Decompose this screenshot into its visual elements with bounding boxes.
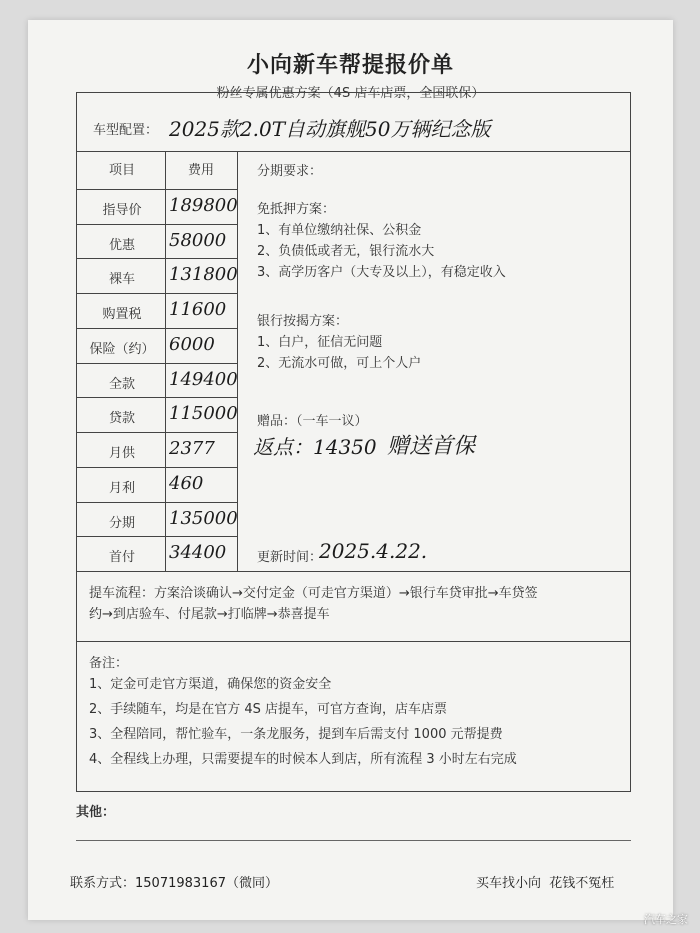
page-title: 小向新车帮提报价单: [246, 53, 454, 78]
table-row-value: 189800: [169, 195, 238, 216]
table-row-label: 月利: [108, 480, 135, 496]
contact-info: 联系方式：15071983167（微同）: [70, 876, 278, 891]
table-row-value: 2377: [169, 438, 215, 460]
gift-insurance: 赠送首保: [387, 434, 476, 459]
notes-title: 备注：: [89, 656, 129, 671]
table-row-label: 裸车: [108, 272, 135, 288]
watermark: 汽车之家: [644, 913, 688, 926]
note-item: 4、全程线上办理，只需要提车的时候本人到店，所有流程 3 小时左右完成: [89, 752, 517, 767]
table-row-value: 115000: [169, 403, 238, 425]
update-value: 2025.4.22.: [319, 539, 428, 563]
slogan: 买车找小向 花钱不冤枉: [476, 876, 615, 891]
no-collateral-item: 1、有单位缴纳社保、公积金: [257, 223, 422, 238]
no-collateral-item: 3、高学历客户（大专及以上），有稳定收入: [257, 265, 506, 280]
table-row-value: 131800: [169, 264, 238, 286]
car-config-label: 车型配置：: [93, 123, 159, 138]
other-label: 其他：: [76, 805, 116, 820]
table-row-label: 购置税: [102, 307, 142, 323]
table-header-item: 项目: [108, 163, 135, 178]
table-header-fee: 费用: [187, 163, 214, 178]
update-label: 更新时间：: [257, 550, 323, 565]
no-collateral-title: 免抵押方案：: [257, 202, 336, 217]
table-row-label: 优惠: [108, 237, 135, 253]
table-row-label: 月供: [108, 446, 135, 462]
table-row-label: 全款: [108, 376, 135, 392]
bank-item: 2、无流水可做，可上个人户: [257, 356, 422, 371]
table-row-value: 135000: [169, 507, 238, 529]
process-line-1: 提车流程：方案洽谈确认→交付定金（可走官方渠道）→银行车贷审批→车贷签: [89, 586, 538, 601]
table-row-label: 指导价: [102, 203, 142, 218]
installment-title: 分期要求：: [257, 164, 323, 179]
page-subtitle: 粉丝专属优惠方案（4S 店车店票，全国联保）: [216, 86, 485, 101]
quote-sheet: [28, 20, 673, 920]
table-row-value: 460: [169, 472, 204, 494]
note-item: 1、定金可走官方渠道，确保您的资金安全: [89, 677, 332, 692]
table-row-value: 58000: [169, 229, 227, 251]
gift-label: 赠品：（一车一议）: [257, 414, 368, 429]
car-config-value: 2025款2.0T自动旗舰50万辆纪念版: [169, 117, 491, 141]
table-row-value: 34400: [169, 542, 227, 564]
table-row-label: 分期: [108, 515, 135, 531]
no-collateral-item: 2、负债低或者无，银行流水大: [257, 244, 435, 259]
bottom-divider: [77, 791, 630, 792]
table-row-label: 首付: [108, 550, 135, 566]
process-line-2: 约→到店验车、付尾款→打临牌→恭喜提车: [89, 607, 330, 622]
quote-form: [76, 92, 631, 792]
note-item: 2、手续随车，均是在官方 4S 店提车，可官方查询，店车店票: [89, 702, 448, 717]
note-item: 3、全程陪同，帮忙验车，一条龙服务，提到车后需支付 1000 元帮提费: [89, 727, 503, 742]
table-row-value: 149400: [169, 368, 238, 390]
bank-item: 1、白户，征信无问题: [257, 335, 383, 350]
table-row-label: 贷款: [108, 411, 135, 427]
table-row-label: 保险（约）: [89, 341, 155, 357]
gift-rebate: 返点：14350: [253, 435, 377, 459]
table-row-value: 11600: [169, 299, 227, 321]
bank-title: 银行按揭方案：: [257, 314, 349, 329]
table-row-value: 6000: [169, 333, 215, 355]
